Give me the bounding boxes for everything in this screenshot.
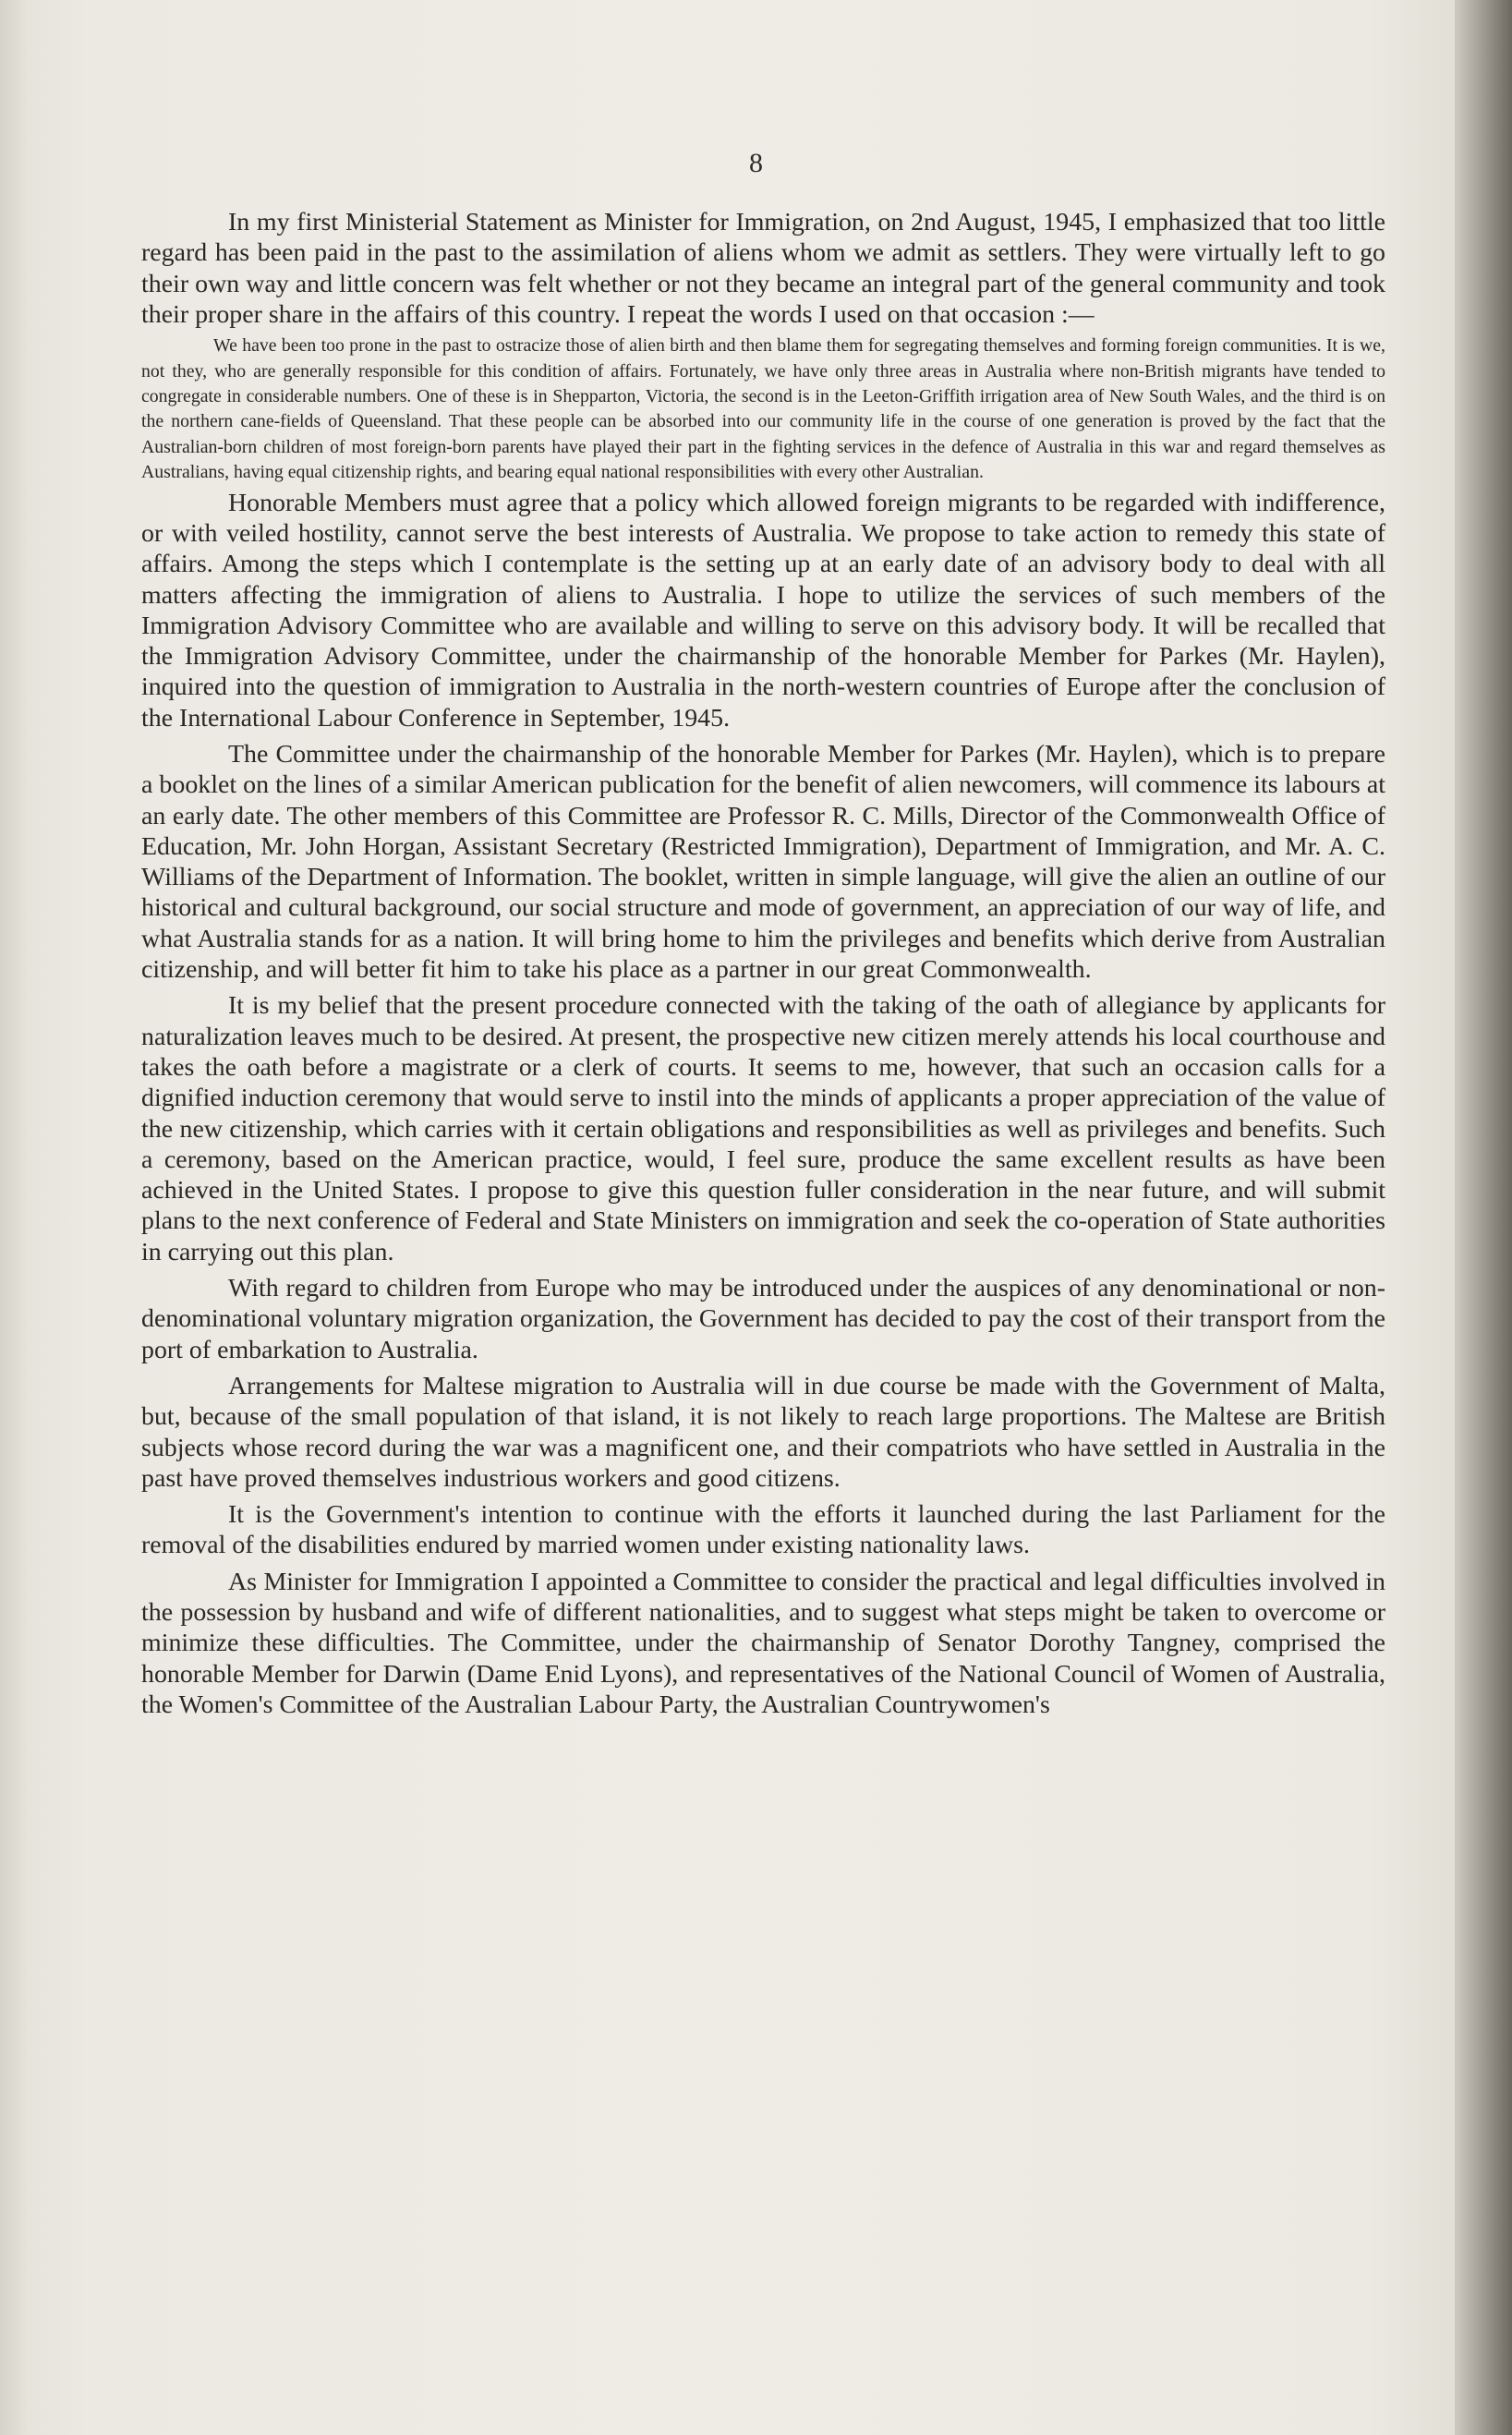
page-number: 8 xyxy=(749,148,763,178)
paragraph-ministerial-statement: In my first Ministerial Statement as Minister for Immigration, on 2nd August, 1945, I emphasized that too little regard has been paid in the past to the assimilation of aliens whom we admit as settlers. They were virtually left to go their own way and little concern was felt whether or not they became an integral part of the general community and took their proper share in the affairs of this country. I repeat the words I used on that occasion :— xyxy=(141,208,1385,329)
binding-gutter xyxy=(1455,0,1512,2435)
paragraph-nationality-committee: As Minister for Immigration I appointed a Committee to consider the practical and legal difficulties involved in the possession by husband and wife of different nationalities, and to suggest what steps might be taken to overcome or minimize these difficulties. The Committee, under the chairmanship of Senator Dorothy Tangney, comprised the honorable Member for Darwin (Dame Enid Lyons), and representatives of the National Council of Women of Australia, the Women's Committee of the Australian Labour Party, the Australian Countrywomen's xyxy=(141,1567,1385,1719)
quoted-passage: We have been too prone in the past to ostracize those of alien birth and then blame them for segregating themselves and forming foreign communities. It is we, not they, who are generally responsible for this condition of affairs. Fortunately, we have only three areas in Australia where non-British migrants have tended to congregate in considerable numbers. One of these is in Shepparton, Victoria, the second is in the Leeton-Griffith irrigation area of New South Wales, and the third is on the northern cane-fields of Queensland. That these people can be absorbed into our community life in the course of one generation is proved by the fact that the Australian-born children of most foreign-born parents have played their part in the fighting services in the defence of Australia in this war and regard themselves as Australians, having equal citizenship rights, and bearing equal national responsibilities with every other Australian. xyxy=(141,335,1385,483)
paragraph-children-from-europe: With regard to children from Europe who may be introduced under the auspices of any denominational or non-denominational voluntary migration organization, the Government has decided to pay the cost of their transport from the port of embarkation to Australia. xyxy=(141,1274,1385,1364)
paragraph-married-women: It is the Government's intention to continue with the efforts it launched during the last Parliament for the removal of the disabilities endured by married women under existing nationality laws. xyxy=(141,1500,1385,1560)
document-body xyxy=(141,207,1385,1720)
paragraph-maltese-migration: Arrangements for Maltese migration to Australia will in due course be made with the Government of Malta, but, because of the small population of that island, it is not likely to reach large proportions. The Maltese are British subjects whose record during the war was a magnificent one, and their compatriots who have settled in Australia in the past have proved themselves industrious workers and good citizens. xyxy=(141,1371,1385,1493)
paragraph-policy-remedy: Honorable Members must agree that a policy which allowed foreign migrants to be regarded with indifference, or with veiled hostility, cannot serve the best interests of Australia. We propose to take action to remedy this state of affairs. Among the steps which I contemplate is the setting up at an early date of an advisory body to deal with all matters affecting the immigration of aliens to Australia. I hope to utilize the services of such members of the Immigration Advisory Committee who are available and willing to serve on this advisory body. It will be recalled that the Immigration Advisory Committee, under the chairmanship of the honorable Member for Parkes (Mr. Haylen), inquired into the question of immigration to Australia in the north-western countries of Europe after the conclusion of the International Labour Conference in September, 1945. xyxy=(141,488,1385,733)
paragraph-oath-of-allegiance: It is my belief that the present procedure connected with the taking of the oath of allegiance by applicants for naturalization leaves much to be desired. At present, the prospective new citizen merely attends his local courthouse and takes the oath before a magistrate or a clerk of courts. It seems to me, however, that such an occasion calls for a dignified induction ceremony that would serve to instil into the minds of applicants a proper appreciation of the value of the new citizenship, which carries with it certain obligations and responsibilities as well as privileges and benefits. Such a ceremony, based on the American practice, would, I feel sure, produce the same excellent results as have been achieved in the United States. I propose to give this question fuller consideration in the near future, and will submit plans to the next conference of Federal and State Ministers on immigration and seek the co-operation of State authorities in carrying out this plan. xyxy=(141,991,1385,1266)
paragraph-booklet-committee: The Committee under the chairmanship of the honorable Member for Parkes (Mr. Haylen), which is to prepare a booklet on the lines of a similar American publication for the benefit of alien newcomers, will commence its labours at an early date. The other members of this Committee are Professor R. C. Mills, Director of the Commonwealth Office of Education, Mr. John Horgan, Assistant Secretary (Restricted Immigration), Department of Immigration, and Mr. A. C. Williams of the Department of Information. The booklet, written in simple language, will give the alien an outline of our historical and cultural background, our social structure and mode of government, an appreciation of our way of life, and what Australia stands for as a nation. It will bring home to him the privileges and benefits which derive from Australian citizenship, and will better fit him to take his place as a partner in our great Commonwealth. xyxy=(141,740,1385,985)
page-fold-shadow xyxy=(0,0,28,2435)
